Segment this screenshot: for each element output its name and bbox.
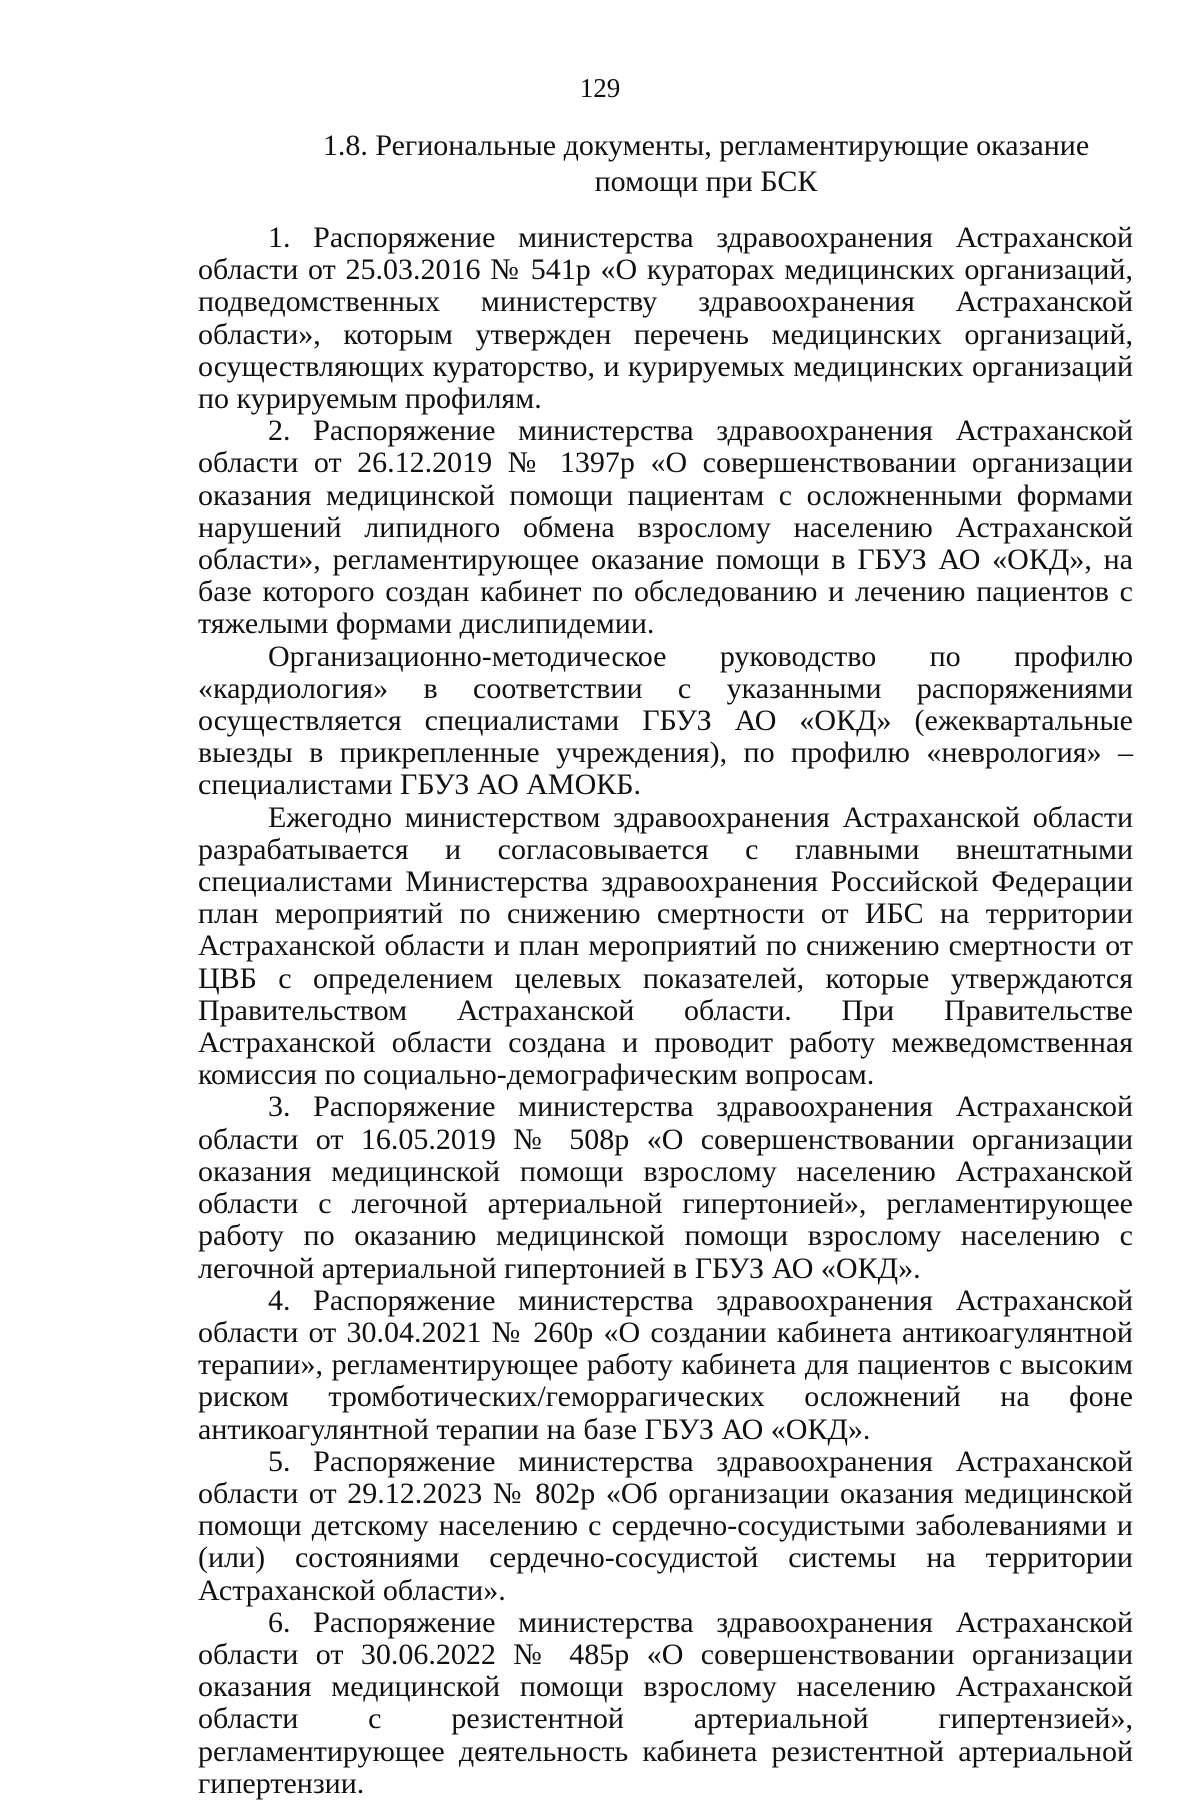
- paragraph-order-1: 1. Распоряжение министерства здравоохранения Астраханской области от 25.03.2016 № 541р «О кураторах медицинских организаций, подведомственных министерству здравоохранения Астраханской области», которым утвержден перечень медицинских организаций, осуществляющих кураторство, и курируемых медицинских организаций по курируемым профилям.: [198, 221, 1133, 416]
- section-heading: 1.8. Региональные документы, регламентирующие оказание помощи при БСК: [322, 129, 1090, 198]
- paragraph-order-3: 3. Распоряжение министерства здравоохранения Астраханской области от 16.05.2019 № 508р «О совершенствовании организации оказания медицинской помощи взрослому населению Астраханской области с легочной артериальной гипертонией», регламентирующее работу по оказанию медицинской помощи взрослому населению с легочной артериальной гипертонией в ГБУЗ АО «ОКД».: [198, 1090, 1133, 1285]
- document-body: [198, 222, 1133, 1800]
- paragraph-order-6: 6. Распоряжение министерства здравоохранения Астраханской области от 30.06.2022 № 485р «О совершенствовании организации оказания медицинской помощи взрослому населению Астраханской области с резистентной артериальной гипертензией», регламентирующее деятельность кабинета резистентной артериальной гипертензии.: [198, 1605, 1133, 1800]
- paragraph-methodical-guidance: Организационно-методическое руководство по профилю «кардиология» в соответствии с указанными распоряжениями осуществляется специалистами ГБУЗ АО «ОКД» (ежеквартальные выезды в прикрепленные учреждения), по профилю «неврология» – специалистами ГБУЗ АО АМОКБ.: [198, 639, 1133, 802]
- paragraph-order-2: 2. Распоряжение министерства здравоохранения Астраханской области от 26.12.2019 № 1397р «О совершенствовании организации оказания медицинской помощи пациентам с осложненными формами нарушений липидного обмена взрослому населению Астраханской области», регламентирующее оказание помощи в ГБУЗ АО «ОКД», на базе которого создан кабинет по обследованию и лечению пациентов с тяжелыми формами дислипидемии.: [198, 414, 1133, 641]
- paragraph-order-5: 5. Распоряжение министерства здравоохранения Астраханской области от 29.12.2023 № 802р «Об организации оказания медицинской помощи детскому населению с сердечно-сосудистыми заболеваниями и (или) состояниями сердечно-сосудистой системы на территории Астраханской области».: [198, 1444, 1133, 1607]
- paragraph-order-4: 4. Распоряжение министерства здравоохранения Астраханской области от 30.04.2021 № 260р «О создании кабинета антикоагулянтной терапии», регламентирующее работу кабинета для пациентов с высоким риском тромботических/геморрагических осложнений на фоне антикоагулянтной терапии на базе ГБУЗ АО «ОКД».: [198, 1283, 1133, 1446]
- page-number: 129: [579, 73, 621, 103]
- paragraph-annual-plan: Ежегодно министерством здравоохранения Астраханской области разрабатывается и согласовывается с главными внештатными специалистами Министерства здравоохранения Российской Федерации план мероприятий по снижению смертности от ИБС на территории Астраханской области и план мероприятий по снижению смертности от ЦВБ с определением целевых показателей, которые утверждаются Правительством Астраханской области. При Правительстве Астраханской области создана и проводит работу межведомственная комиссия по социально-демографическим вопросам.: [198, 800, 1133, 1092]
